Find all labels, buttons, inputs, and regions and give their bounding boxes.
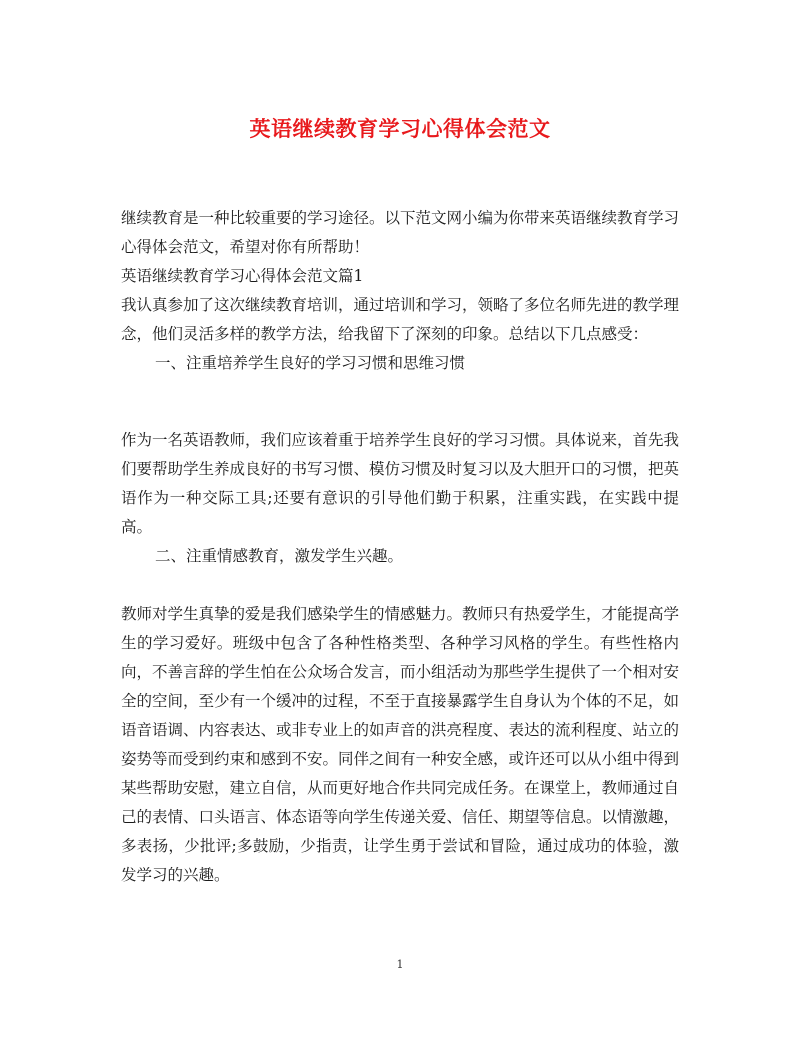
article-label: 英语继续教育学习心得体会范文篇1: [121, 267, 364, 285]
section-heading-2: 二、注重情感教育，激发学生兴趣。: [155, 547, 404, 565]
paragraph-2: 作为一名英语教师，我们应该着重于培养学生良好的学习习惯。具体说来，首先我们要帮助学生养成良好的书写习惯、模仿习惯及时复习以及大胆开口的习惯，把英语作为一种交际工具;还要有意识的引导他们勤于积累，注重实践，在实践中提高。: [121, 431, 680, 536]
intro-paragraph: 继续教育是一种比较重要的学习途径。以下范文网小编为你带来英语继续教育学习心得体会范文，希望对你有所帮助！: [121, 209, 680, 256]
page-number: 1: [396, 958, 404, 971]
document-title: 英语继续教育学习心得体会范文: [249, 116, 551, 141]
section-heading-1: 一、注重培养学生良好的学习习惯和思维习惯: [155, 354, 466, 372]
paragraph-3: 教师对学生真挚的爱是我们感染学生的情感魅力。教师只有热爱学生，才能提高学生的学习爱好。班级中包含了各种性格类型、各种学习风格的学生。有些性格内向，不善言辞的学生怕在公众场合发言，而小组活动为那些学生提供了一个相对安全的空间，至少有一个缓冲的过程，不至于直接暴露学生自身认为个体的不足，如语音语调、内容表达、或非专业上的如声音的洪亮程度、表达的流利程度、站立的姿势等而受到约束和感到不安。同伴之间有一种安全感，或许还可以从小组中得到某些帮助安慰，建立自信，从而更好地合作共同完成任务。在课堂上，教师通过自己的表情、口头语言、体态语等向学生传递关爱、信任、期望等信息。以情激趣，多表扬，少批评;多鼓励，少指责，让学生勇于尝试和冒险，通过成功的体验，激发学习的兴趣。: [121, 605, 680, 884]
paragraph-1: 我认真参加了这次继续教育培训，通过培训和学习，领略了多位名师先进的教学理念，他们灵活多样的教学方法，给我留下了深刻的印象。总结以下几点感受：: [121, 296, 680, 343]
